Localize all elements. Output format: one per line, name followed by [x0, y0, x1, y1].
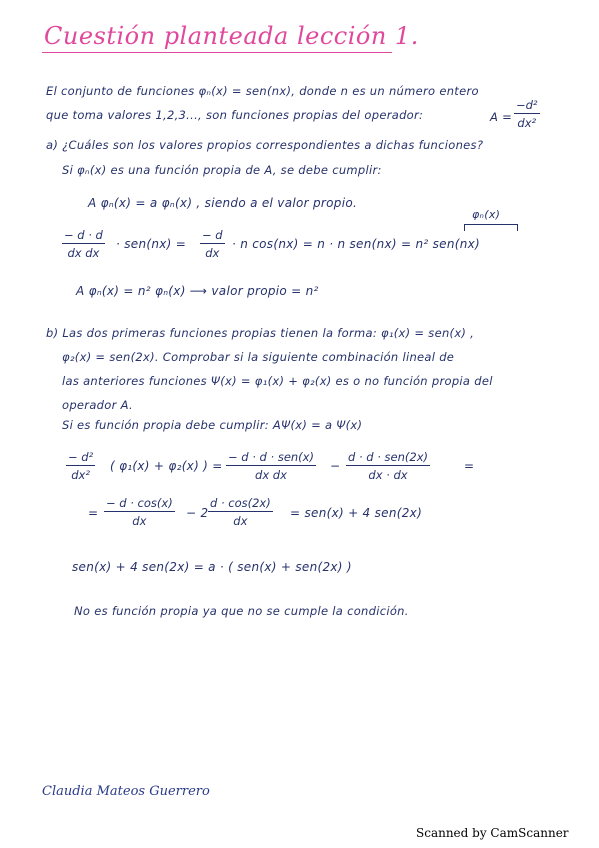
- eq-a-frac-1-den: dx dx: [67, 246, 100, 260]
- eq-b2-mid: − 2: [186, 506, 209, 520]
- part-b-line-5: Si es función propia debe cumplir: AΨ(x) = a Ψ(x): [62, 418, 363, 432]
- scanner-watermark: Scanned by CamScanner: [416, 826, 569, 840]
- part-b-line-4: operador A.: [62, 398, 133, 412]
- operator-numerator: −d²: [516, 98, 538, 112]
- intro-line-2: que toma valores 1,2,3..., son funciones propias del operador:: [46, 108, 424, 122]
- title-underline: [42, 52, 392, 53]
- eq-b1-frac-3-num: d · d · sen(2x): [348, 450, 428, 464]
- eq-b2-frac-2: [208, 496, 273, 528]
- eq-b1-frac-2: [226, 450, 316, 482]
- eq-a-frac-1: [62, 228, 105, 260]
- eq-a-frac-2: [200, 228, 225, 260]
- eq-b3: sen(x) + 4 sen(2x) = a · ( sen(x) + sen(2x) ): [72, 560, 352, 574]
- eq-b1-frac-3-den: dx · dx: [368, 468, 408, 482]
- eq-b2-frac-2-num: d · cos(2x): [210, 496, 271, 510]
- eq-b2-frac-1: [104, 496, 175, 528]
- eq-b2-frac-2-den: dx: [233, 514, 248, 528]
- part-b-line-2: φ₂(x) = sen(2x). Comprobar si la siguiente combinación lineal de: [62, 350, 455, 364]
- over-bracket: [464, 224, 518, 231]
- part-a-question: a) ¿Cuáles son los valores propios correspondientes a dichas funciones?: [46, 138, 484, 152]
- operator-prefix: A =: [490, 110, 513, 124]
- operator-fraction: [514, 98, 540, 130]
- operator-denominator: dx²: [517, 116, 537, 130]
- page-title: Cuestión planteada lección 1.: [44, 22, 419, 50]
- part-a-result: A φₙ(x) = n² φₙ(x) ⟶ valor propio = n²: [76, 284, 319, 298]
- eq-b1-frac-2-den: dx dx: [255, 468, 287, 482]
- eq-a-mid: · sen(nx) =: [116, 237, 187, 251]
- intro-line-1: El conjunto de funciones φₙ(x) = sen(nx), donde n es un número entero: [46, 84, 479, 98]
- part-a-line-1: Si φₙ(x) es una función propia de A, se debe cumplir:: [62, 163, 382, 177]
- eq-b2-frac-1-num: − d · cos(x): [106, 496, 173, 510]
- eq-b1-frac-1-num: − d²: [68, 450, 94, 464]
- eq-a-rest: · n cos(nx) = n · n sen(nx) = n² sen(nx): [232, 237, 480, 251]
- signature: Claudia Mateos Guerrero: [42, 784, 210, 799]
- eq-b1-frac-3: [346, 450, 430, 482]
- eq-a-frac-2-num: − d: [202, 228, 223, 242]
- eq-b1-end: =: [464, 459, 475, 473]
- eq-b2-frac-1-den: dx: [132, 514, 147, 528]
- part-b-line-1: b) Las dos primeras funciones propias tienen la forma: φ₁(x) = sen(x) ,: [46, 326, 475, 340]
- eq-b1-frac-1-den: dx²: [71, 468, 90, 482]
- eq-b1-frac-1: [66, 450, 95, 482]
- eq-a-frac-1-num: − d · d: [64, 228, 103, 242]
- eq-b2-end: = sen(x) + 4 sen(2x): [290, 506, 423, 520]
- part-a-line-2: A φₙ(x) = a φₙ(x) , siendo a el valor propio.: [88, 196, 358, 210]
- eq-b1-frac-2-num: − d · d · sen(x): [228, 450, 314, 464]
- eq-b1-mid: ( φ₁(x) + φ₂(x) ) =: [110, 459, 223, 473]
- conclusion: No es función propia ya que no se cumple la condición.: [74, 604, 409, 618]
- over-label: φₙ(x): [472, 208, 501, 221]
- part-b-line-3: las anteriores funciones Ψ(x) = φ₁(x) + φ₂(x) es o no función propia del: [62, 374, 493, 388]
- eq-b2-start: =: [88, 506, 99, 520]
- eq-b1-minus: −: [330, 459, 341, 473]
- eq-a-frac-2-den: dx: [205, 246, 220, 260]
